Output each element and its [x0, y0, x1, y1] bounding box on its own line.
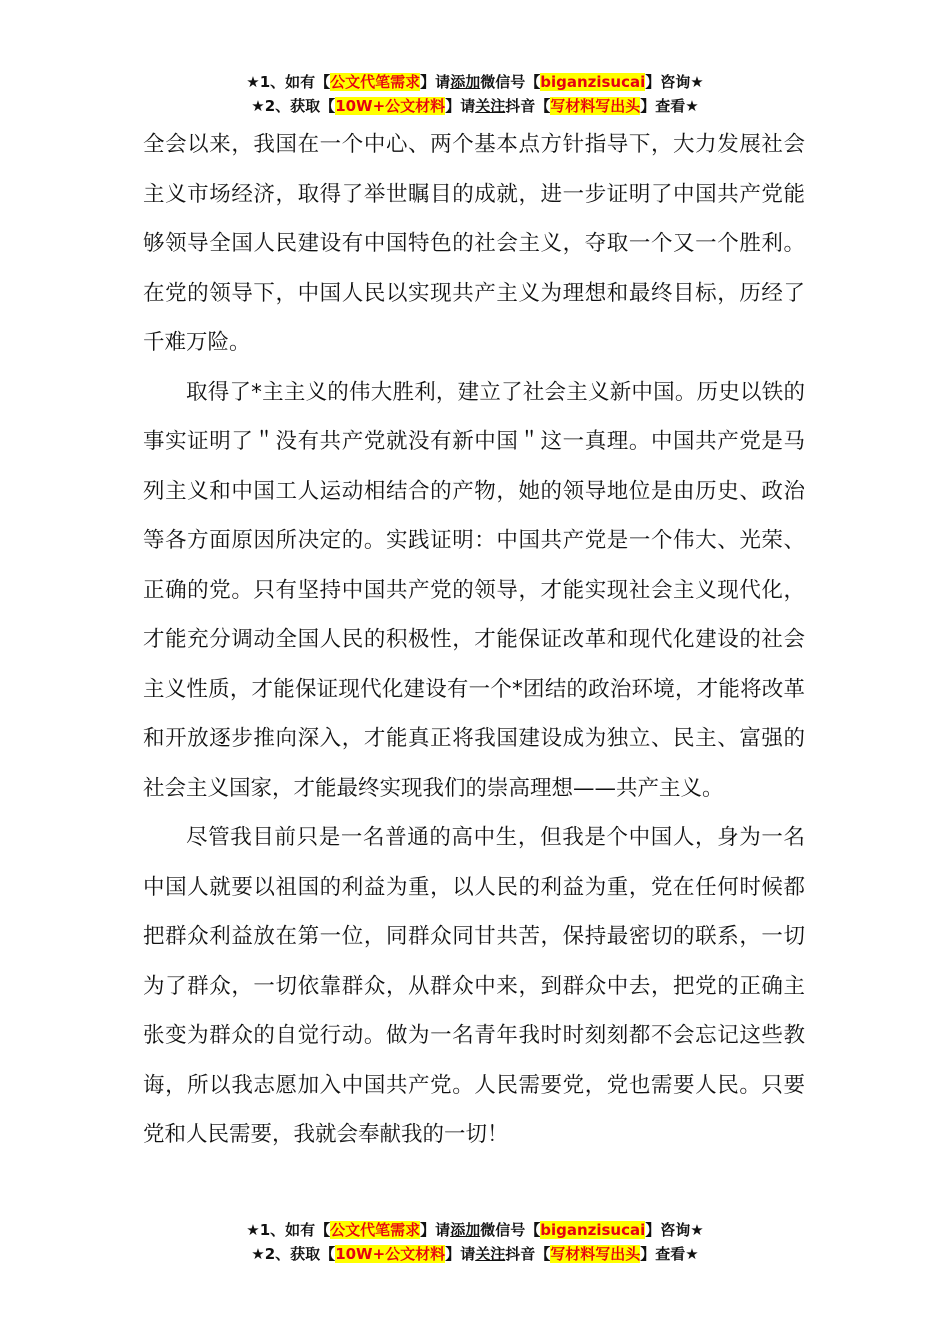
paragraph-1: 全会以来，我国在一个中心、两个基本点方针指导下，大力发展社会主义市场经济，取得了举世瞩目的成就，进一步证明了中国共产党能够领导全国人民建设有中国特色的社会主义，夺取一个又一个胜利。在党的领导下，中国人民以实现共产主义为理想和最终目标，历经了千难万险。 — [143, 132, 805, 355]
paragraph-2: 取得了*主主义的伟大胜利，建立了社会主义新中国。历史以铁的事实证明了＂没有共产党就没有新中国＂这一真理。中国共产党是马列主义和中国工人运动相结合的产物，她的领导地位是由历史、政治等各方面原因所决定的。实践证明：中国共产党是一个伟大、光荣、正确的党。只有坚持中国共产党的领导，才能实现社会主义现代化，才能充分调动全国人民的积极性，才能保证改革和现代化建设的社会主义性质，才能保证现代化建设有一个*团结的政治环境，才能将改革和开放逐步推向深入，才能真正将我国建设成为独立、民主、富强的社会主义国家，才能最终实现我们的崇高理想——共产主义。 — [143, 379, 805, 801]
banner-line-1: ★1、如有【公文代笔需求】请添加微信号【biganzisucai】咨询★ — [246, 1221, 704, 1239]
header-banner — [0, 70, 950, 118]
highlight-materials: 10W+公文材料 — [335, 97, 446, 115]
highlight-service: 公文代笔需求 — [330, 73, 421, 91]
banner-line-2: ★2、获取【10W+公文材料】请关注抖音【写材料写出头】查看★ — [251, 1245, 699, 1263]
highlight-wechat-id: biganzisucai — [540, 1221, 646, 1239]
highlight-douyin-account: 写材料写出头 — [550, 1245, 641, 1263]
footer-banner — [0, 1218, 950, 1266]
document-body — [143, 120, 805, 1160]
paragraph-3: 尽管我目前只是一名普通的高中生，但我是个中国人，身为一名中国人就要以祖国的利益为重，以人民的利益为重，党在任何时候都把群众利益放在第一位，同群众同甘共苦，保持最密切的联系，一切为了群众，一切依靠群众，从群众中来，到群众中去，把党的正确主张变为群众的自觉行动。做为一名青年我时时刻刻都不会忘记这些教诲，所以我志愿加入中国共产党。人民需要党，党也需要人民。只要党和人民需要，我就会奉献我的一切！ — [143, 825, 805, 1147]
banner-line-2: ★2、获取【10W+公文材料】请关注抖音【写材料写出头】查看★ — [251, 97, 699, 115]
highlight-douyin-account: 写材料写出头 — [550, 97, 641, 115]
highlight-materials: 10W+公文材料 — [335, 1245, 446, 1263]
banner-line-1: ★1、如有【公文代笔需求】请添加微信号【biganzisucai】咨询★ — [246, 73, 704, 91]
highlight-wechat-id: biganzisucai — [540, 73, 646, 91]
highlight-service: 公文代笔需求 — [330, 1221, 421, 1239]
